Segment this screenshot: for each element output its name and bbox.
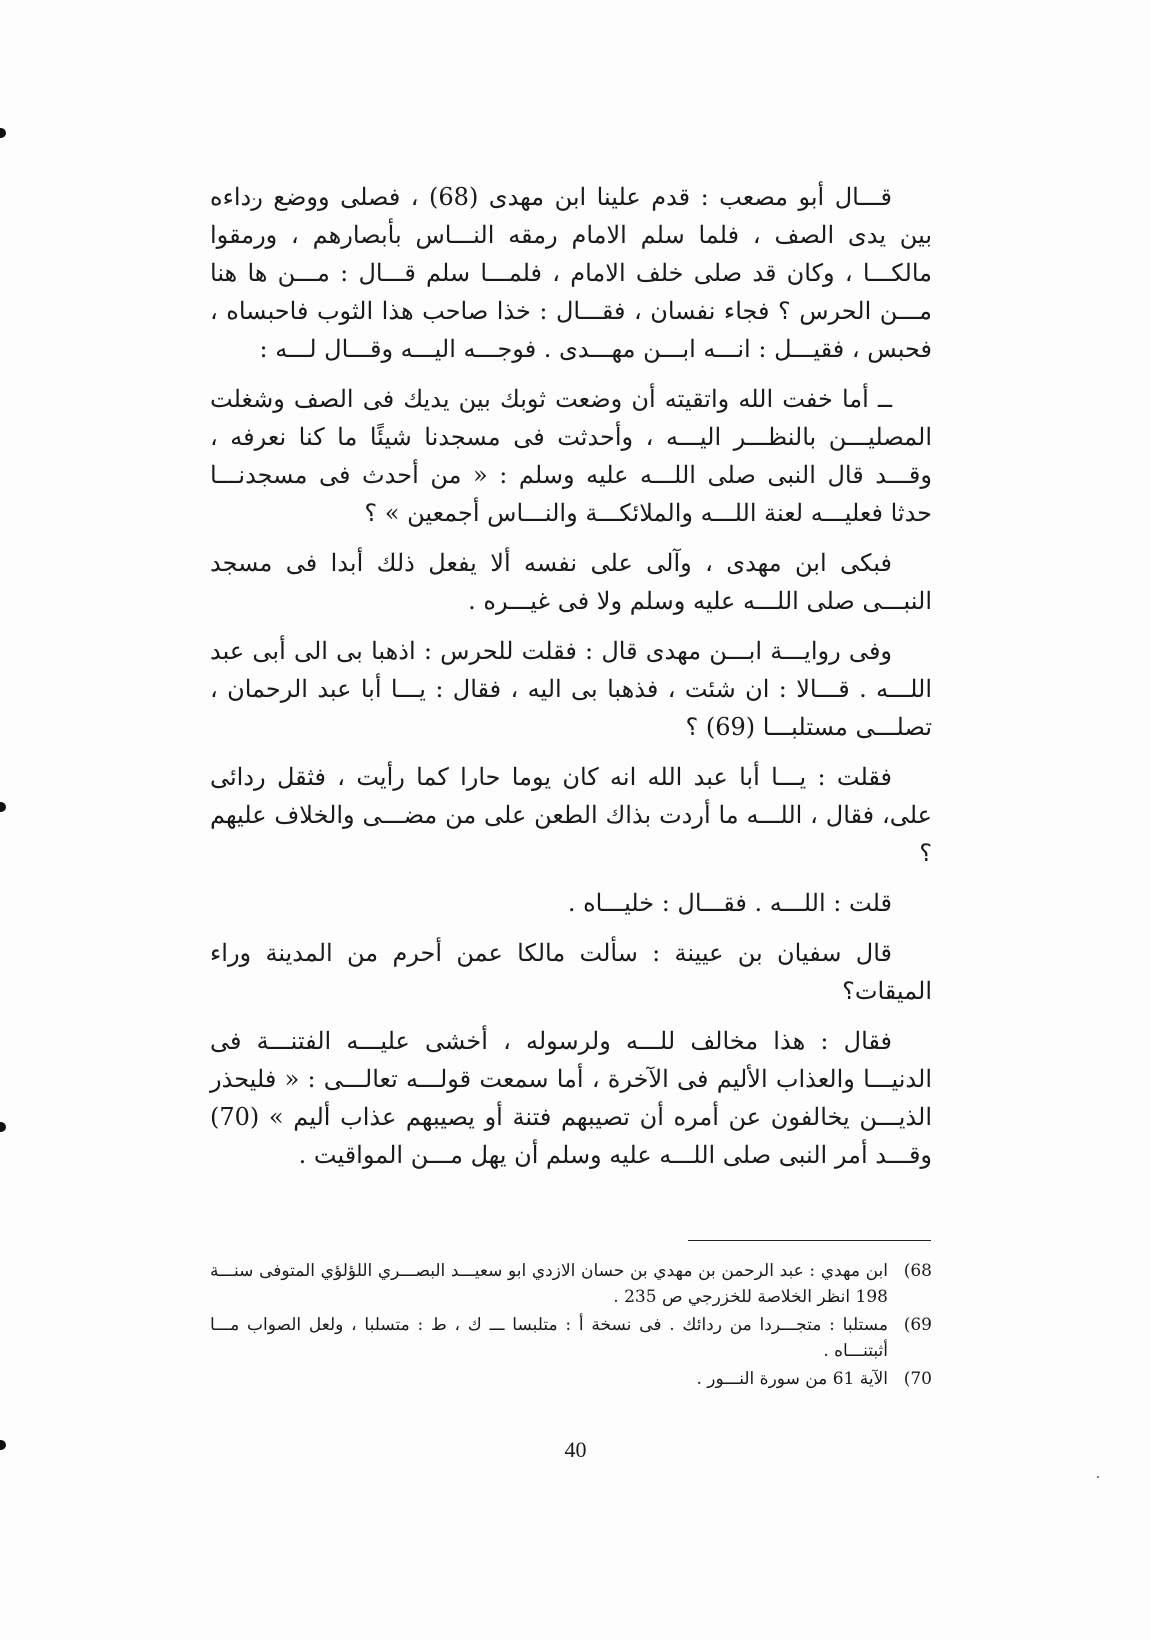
- footnotes: [210, 1258, 932, 1394]
- footnote-text: ابن مهدي : عبد الرحمن بن مهدي بن حسان الازدي ابو سعيـــد البصـــري اللؤلؤي المتوفى سنـــة 198 انظر الخلاصة للخزرجي ص 235 .: [210, 1261, 888, 1307]
- scan-speck: [1097, 1476, 1099, 1478]
- paragraph: فقلت : يـــا أبا عبد الله انه كان يوما حارا كما رأيت ، فثقل ردائى على، فقال ، اللـــه ما أردت بذاك الطعن على من مضـــى والخلاف عليهم ؟: [210, 763, 932, 867]
- paragraph: ــ أما خفت الله واتقيته أن وضعت ثوبك بين يديك فى الصف وشغلت المصليـــن بالنظـــر اليـــه ، وأحدثت فى مسجدنا شيئًا ما كنا نعرفه ، وقـــد قال النبى صلى اللـــه عليه وسلم : « من أحدث فى مسجدنـــا حدثا فعليـــه لعنة اللـــه والملائكـــة والنـــاس أجمعين » ؟: [210, 385, 932, 527]
- main-text: [210, 178, 932, 1186]
- paragraph: وفى روايـــة ابـــن مهدى قال : فقلت للحرس : اذهبا بى الى أبى عبد اللـــه . قـــالا : ان شئت ، فذهبا بى اليه ، فقال : يـــا أبا عبد الرحمان ، تصلـــى مستلبـــا (69) ؟: [210, 637, 932, 741]
- footnote-text: مستلبا : متجـــردا من ردائك . فى نسخة أ : متلبسا ـــ ك ، ط : متسلبا ، ولعل الصواب مـــا أثبتنـــاه .: [210, 1315, 888, 1361]
- paragraph: فقال : هذا مخالف للـــه ولرسوله ، أخشى عليـــه الفتنـــة فى الدنيـــا والعذاب الأليم فى الآخرة ، أما سمعت قولـــه تعالـــى : « فليحذر الذيـــن يخالفون عن أمره أن تصيبهم فتنة أو يصيبهم عذاب أليم » (70) وقـــد أمر النبى صلى اللـــه عليه وسلم أن يهل مـــن المواقيت .: [210, 1027, 932, 1169]
- paragraph: قـــال أبو مصعب : قدم علينا ابن مهدى (68) ، فصلى ووضع رداءه بين يدى الصف ، فلما سلم الامام رمقه النـــاس بأبصارهم ، ورمقوا مالكـــا ، وكان قد صلى خلف الامام ، فلمـــا سلم قـــال : مـــن ها هنا مـــن الحرس ؟ فجاء نفسان ، فقـــال : خذا صاحب هذا الثوب فاحبساه ، فحبس ، فقيـــل : انـــه ابـــن مهـــدى . فوجـــه اليـــه وقـــال لـــه :: [210, 183, 932, 363]
- footnote-number: (70: [903, 1369, 932, 1389]
- footnote-divider: [688, 1240, 931, 1241]
- footnote: [210, 1366, 932, 1392]
- page-number: 40: [564, 1437, 587, 1462]
- footnote-number: (68: [903, 1261, 932, 1281]
- footnote: [210, 1312, 932, 1364]
- scan-edge-mark: [0, 128, 6, 138]
- paragraph: قلت : اللـــه . فقـــال : خليـــاه .: [567, 889, 892, 917]
- paragraph: فبكى ابن مهدى ، وآلى على نفسه ألا يفعل ذلك أبدا فى مسجد النبـــى صلى اللـــه عليه وسلم ولا فى غيـــره .: [210, 549, 932, 615]
- footnote: [210, 1258, 932, 1310]
- footnote-number: (69: [903, 1315, 932, 1335]
- scan-edge-mark: [0, 802, 6, 812]
- paragraph: قال سفيان بن عيينة : سألت مالكا عمن أحرم من المدينة وراء الميقات؟: [210, 939, 932, 1005]
- scan-edge-mark: [0, 1122, 6, 1132]
- footnote-text: الآية 61 من سورة النـــور .: [696, 1369, 888, 1389]
